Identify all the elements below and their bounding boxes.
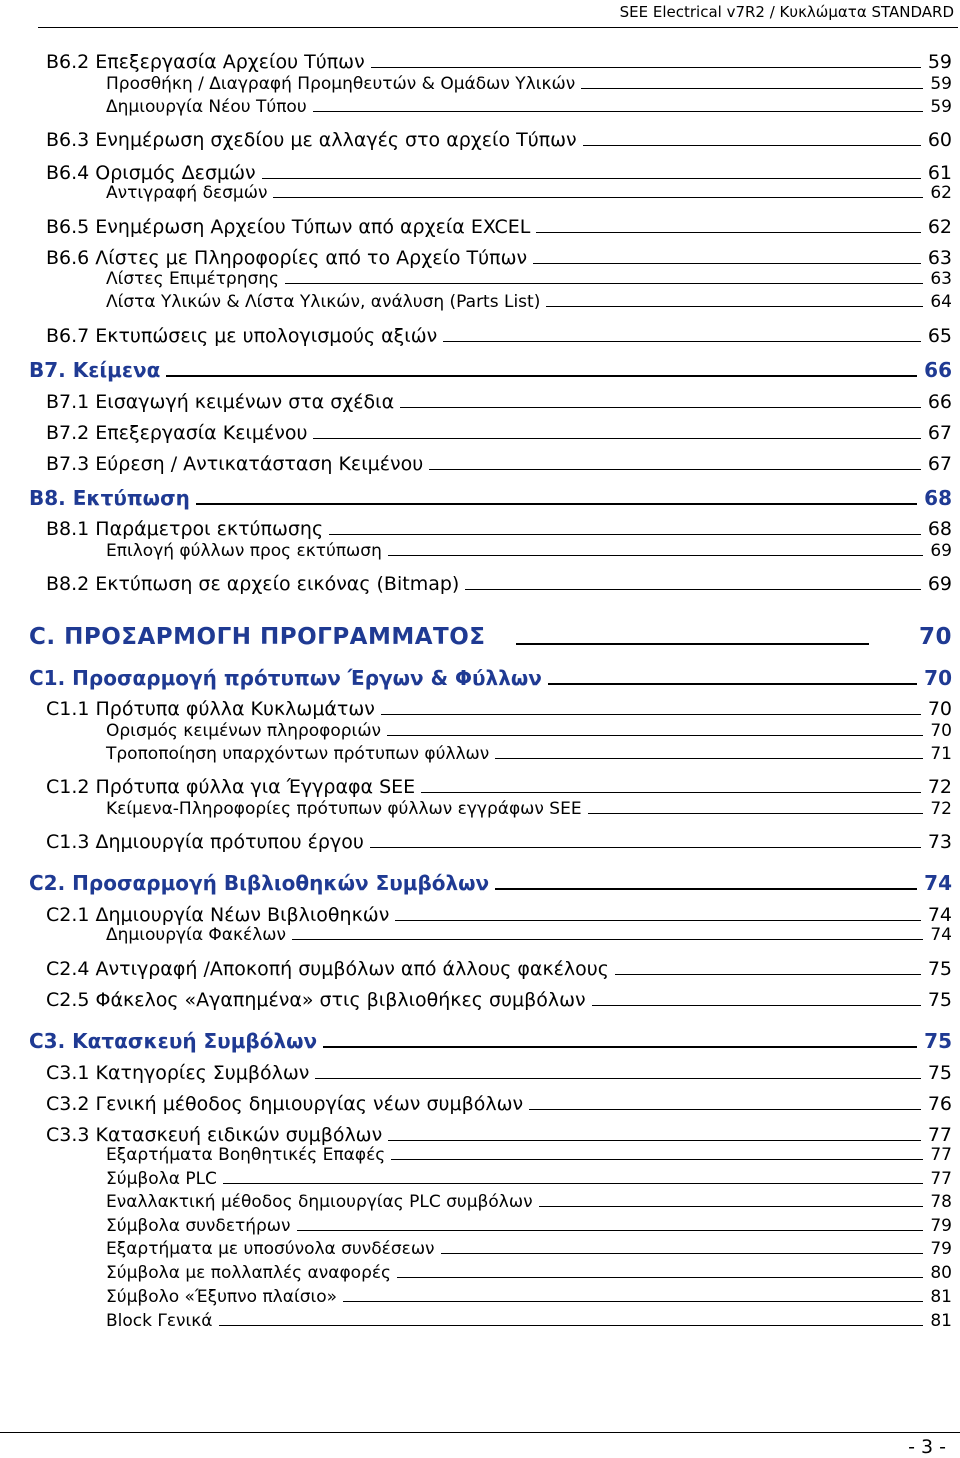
- toc-entry-title: C1.2 Πρότυπα φύλλα για Έγγραφα SEE: [46, 776, 416, 798]
- toc-leader-line: [495, 888, 917, 890]
- toc-entry-title: C2. Προσαρμογή Βιβλιοθηκών Συμβόλων: [29, 871, 490, 895]
- toc-entry-title: Κείμενα-Πληροφορίες πρότυπων φύλλων εγγράφων SEE: [106, 799, 582, 819]
- toc-leader-line: [539, 1206, 924, 1207]
- toc-entry-page: 74: [927, 904, 952, 926]
- toc-entry-page: 73: [927, 831, 952, 853]
- toc-entry-page: 79: [930, 1216, 952, 1236]
- toc-leader-line: [546, 306, 923, 307]
- toc-leader-line: [313, 111, 924, 112]
- toc-entry[interactable]: [0, 70, 960, 94]
- header-rule: [38, 27, 958, 28]
- toc-entry-page: 74: [924, 871, 952, 895]
- toc-entry-page: 79: [930, 1239, 952, 1259]
- toc-leader-line: [516, 643, 869, 645]
- toc-entry[interactable]: [0, 717, 960, 741]
- toc-leader-line: [313, 438, 920, 439]
- toc-leader-line: [592, 1005, 921, 1006]
- toc-leader-line: [441, 1253, 924, 1254]
- toc-leader-line: [548, 683, 917, 685]
- toc-leader-line: [273, 197, 923, 198]
- toc-entry[interactable]: [0, 319, 960, 347]
- toc-entry-title: Σύμβολα PLC: [106, 1169, 217, 1189]
- toc-entry-title: Εναλλακτική μέθοδος δημιουργίας PLC συμβόλων: [106, 1192, 533, 1212]
- toc-entry[interactable]: [0, 825, 960, 853]
- toc-entry[interactable]: [0, 288, 960, 312]
- toc-leader-line: [297, 1230, 924, 1231]
- toc-leader-line: [443, 341, 921, 342]
- toc-entry-page: 59: [927, 51, 952, 73]
- toc-leader-line: [323, 1046, 917, 1048]
- toc-entry-page: 75: [924, 1029, 952, 1053]
- toc-leader-line: [387, 735, 923, 736]
- toc-entry[interactable]: [0, 567, 960, 595]
- toc-entry-page: 64: [930, 292, 952, 312]
- toc-entry-page: 81: [930, 1287, 952, 1307]
- page-number: - 3 -: [908, 1436, 946, 1458]
- toc-entry-title: C2.1 Δημιουργία Νέων Βιβλιοθηκών: [46, 904, 390, 926]
- toc-entry[interactable]: [0, 1307, 960, 1331]
- toc-entry-title: Εξαρτήματα Βοηθητικές Επαφές: [106, 1145, 386, 1165]
- toc-leader-line: [329, 534, 921, 535]
- toc-entry-title: C1. Προσαρμογή πρότυπων Έργων & Φύλλων: [29, 666, 542, 690]
- toc-entry-page: 60: [927, 129, 952, 151]
- toc-entry[interactable]: [0, 480, 960, 510]
- toc-entry[interactable]: [0, 210, 960, 238]
- toc-entry[interactable]: [0, 265, 960, 289]
- toc-entry-page: 70: [924, 666, 952, 690]
- toc-entry[interactable]: [0, 352, 960, 382]
- toc-entry[interactable]: [0, 740, 960, 764]
- toc-entry-page: 66: [924, 358, 952, 382]
- toc-entry[interactable]: [0, 952, 960, 980]
- toc-entry-page: 70: [927, 698, 952, 720]
- toc-entry-title: Block Γενικά: [106, 1311, 213, 1331]
- toc-entry[interactable]: [0, 983, 960, 1011]
- toc-entry[interactable]: [0, 616, 960, 650]
- toc-entry-page: 75: [927, 958, 952, 980]
- toc-entry-page: 78: [930, 1192, 952, 1212]
- toc-entry-page: 74: [930, 925, 952, 945]
- toc-entry-title: C3.2 Γενική μέθοδος δημιουργίας νέων συμβόλων: [46, 1093, 524, 1115]
- toc-entry-page: 59: [930, 97, 952, 117]
- toc-entry-title: C1.1 Πρότυπα φύλλα Κυκλωμάτων: [46, 698, 375, 720]
- toc-leader-line: [465, 589, 920, 590]
- toc-entry-page: 70: [918, 624, 952, 650]
- toc-entry-title: B6.2 Επεξεργασία Αρχείου Τύπων: [46, 51, 365, 73]
- toc-entry-title: Λίστα Υλικών & Λίστα Υλικών, ανάλυση (Parts List): [106, 292, 541, 312]
- toc-entry-title: B7.2 Επεξεργασία Κειμένου: [46, 422, 308, 444]
- toc-entry[interactable]: [0, 795, 960, 819]
- toc-leader-line: [529, 1109, 921, 1110]
- toc-leader-line: [381, 714, 921, 715]
- toc-entry-page: 75: [927, 989, 952, 1011]
- toc-entry-page: 75: [927, 1062, 952, 1084]
- toc-entry-title: Τροποποίηση υπαρχόντων πρότυπων φύλλων: [106, 744, 490, 764]
- toc-entry-page: 77: [930, 1145, 952, 1165]
- toc-leader-line: [615, 974, 921, 975]
- toc-entry[interactable]: [0, 692, 960, 720]
- toc-leader-line: [588, 813, 924, 814]
- toc-entry-title: B6.4 Ορισμός Δεσμών: [46, 162, 256, 184]
- toc-leader-line: [536, 232, 920, 233]
- toc-leader-line: [429, 469, 921, 470]
- toc-entry-page: 67: [927, 422, 952, 444]
- toc-entry-title: Σύμβολα με πολλαπλές αναφορές: [106, 1263, 392, 1283]
- toc-entry-page: 72: [930, 799, 952, 819]
- toc-entry-title: Σύμβολο «Έξυπνο πλαίσιο»: [106, 1287, 338, 1307]
- toc-entry-page: 67: [927, 453, 952, 475]
- toc-entry-page: 59: [930, 74, 952, 94]
- toc-leader-line: [285, 283, 923, 284]
- running-header: SEE Electrical v7R2 / Κυκλώματα STANDARD: [619, 3, 954, 21]
- toc-entry-title: C3.3 Κατασκευή ειδικών συμβόλων: [46, 1124, 383, 1146]
- toc-entry-title: C1.3 Δημιουργία πρότυπου έργου: [46, 831, 364, 853]
- toc-entry-title: Λίστες Επιμέτρησης: [106, 269, 280, 289]
- toc-leader-line: [581, 88, 923, 89]
- toc-entry-title: C. ΠΡΟΣΑΡΜΟΓΗ ΠΡΟΓΡΑΜΜΑΤΟΣ: [29, 624, 486, 650]
- toc-entry-title: Δημιουργία Φακέλων: [106, 925, 287, 945]
- toc-entry-page: 71: [930, 744, 952, 764]
- toc-entry[interactable]: [0, 1056, 960, 1084]
- toc-leader-line: [196, 503, 917, 505]
- toc-leader-line: [315, 1078, 920, 1079]
- toc-entry[interactable]: [0, 1259, 960, 1283]
- toc-entry[interactable]: [0, 385, 960, 413]
- toc-entry-page: 63: [930, 269, 952, 289]
- toc-leader-line: [397, 1277, 923, 1278]
- toc-entry-title: Προσθήκη / Διαγραφή Προμηθευτών & Ομάδων Υλικών: [106, 74, 576, 94]
- toc-entry[interactable]: [0, 447, 960, 475]
- toc-entry[interactable]: [0, 1212, 960, 1236]
- toc-entry-title: B7.1 Εισαγωγή κειμένων στα σχέδια: [46, 391, 395, 413]
- toc-entry-page: 66: [927, 391, 952, 413]
- toc-leader-line: [370, 847, 921, 848]
- toc-entry-page: 62: [927, 216, 952, 238]
- toc-entry-page: 81: [930, 1311, 952, 1331]
- toc-entry[interactable]: [0, 921, 960, 945]
- toc-entry-title: Επιλογή φύλλων προς εκτύπωση: [106, 541, 382, 561]
- toc-entry-title: B8. Εκτύπωση: [29, 486, 190, 510]
- toc-entry-title: Δημιουργία Νέου Τύπου: [106, 97, 307, 117]
- toc-entry-title: Αντιγραφή δεσμών: [106, 183, 268, 203]
- toc-leader-line: [533, 263, 921, 264]
- toc-entry-title: B7.3 Εύρεση / Αντικατάσταση Κειμένου: [46, 453, 424, 475]
- toc-entry-title: B6.5 Ενημέρωση Αρχείου Τύπων από αρχεία EXCEL: [46, 216, 531, 238]
- toc-entry-page: 76: [927, 1093, 952, 1115]
- toc-entry-page: 62: [930, 183, 952, 203]
- toc-entry-page: 65: [927, 325, 952, 347]
- toc-entry-page: 80: [930, 1263, 952, 1283]
- toc-leader-line: [391, 1159, 923, 1160]
- toc-leader-line: [343, 1301, 923, 1302]
- toc-leader-line: [166, 375, 917, 377]
- toc-entry-page: 72: [927, 776, 952, 798]
- toc-entry[interactable]: [0, 1141, 960, 1165]
- toc-entry[interactable]: [0, 1165, 960, 1189]
- toc-entry[interactable]: [0, 1283, 960, 1307]
- toc-entry-page: 77: [927, 1124, 952, 1146]
- toc-entry-title: Ορισμός κειμένων πληροφοριών: [106, 721, 382, 741]
- toc-entry-title: B6.7 Εκτυπώσεις με υπολογισμούς αξιών: [46, 325, 438, 347]
- toc-entry[interactable]: [0, 1023, 960, 1053]
- toc-leader-line: [219, 1325, 924, 1326]
- toc-entry-title: B6.3 Ενημέρωση σχεδίου με αλλαγές στο αρχείο Τύπων: [46, 129, 577, 151]
- toc-leader-line: [223, 1183, 923, 1184]
- toc-entry-page: 69: [930, 541, 952, 561]
- toc-entry[interactable]: [0, 123, 960, 151]
- toc-entry[interactable]: [0, 1235, 960, 1259]
- toc-entry[interactable]: [0, 45, 960, 73]
- toc-entry-page: 68: [927, 518, 952, 540]
- toc-entry-title: B6.6 Λίστες με Πληροφορίες από το Αρχείο Τύπων: [46, 247, 528, 269]
- toc-entry-title: B8.2 Εκτύπωση σε αρχείο εικόνας (Bitmap): [46, 573, 460, 595]
- toc-entry[interactable]: [0, 93, 960, 117]
- toc-leader-line: [421, 792, 921, 793]
- toc-entry[interactable]: [0, 416, 960, 444]
- toc-entry-page: 68: [924, 486, 952, 510]
- toc-entry[interactable]: [0, 660, 960, 690]
- toc-entry-page: 63: [927, 247, 952, 269]
- toc-leader-line: [292, 939, 923, 940]
- toc-leader-line: [495, 758, 923, 759]
- toc-entry[interactable]: [0, 770, 960, 798]
- toc-entry-page: 61: [927, 162, 952, 184]
- toc-entry-title: C3. Κατασκευή Συμβόλων: [29, 1029, 318, 1053]
- toc-entry-page: 69: [927, 573, 952, 595]
- toc-entry[interactable]: [0, 512, 960, 540]
- toc-entry[interactable]: [0, 179, 960, 203]
- toc-entry-title: Σύμβολα συνδετήρων: [106, 1216, 291, 1236]
- toc-leader-line: [371, 67, 921, 68]
- toc-leader-line: [388, 555, 924, 556]
- toc-entry-page: 77: [930, 1169, 952, 1189]
- footer-rule: [0, 1432, 960, 1433]
- toc-entry-title: C2.4 Αντιγραφή /Αποκοπή συμβόλων από άλλους φακέλους: [46, 958, 609, 980]
- toc-entry[interactable]: [0, 1087, 960, 1115]
- toc-entry-title: B8.1 Παράμετροι εκτύπωσης: [46, 518, 324, 540]
- toc-entry-title: Εξαρτήματα με υποσύνολα συνδέσεων: [106, 1239, 435, 1259]
- toc-leader-line: [583, 145, 921, 146]
- toc-entry-title: B7. Κείμενα: [29, 358, 161, 382]
- toc-leader-line: [400, 407, 921, 408]
- toc-entry[interactable]: [0, 537, 960, 561]
- toc-entry-title: C3.1 Κατηγορίες Συμβόλων: [46, 1062, 310, 1084]
- toc-entry[interactable]: [0, 865, 960, 895]
- toc-entry[interactable]: [0, 1188, 960, 1212]
- toc-entry-page: 70: [930, 721, 952, 741]
- toc-entry-title: C2.5 Φάκελος «Αγαπημένα» στις βιβλιοθήκες συμβόλων: [46, 989, 586, 1011]
